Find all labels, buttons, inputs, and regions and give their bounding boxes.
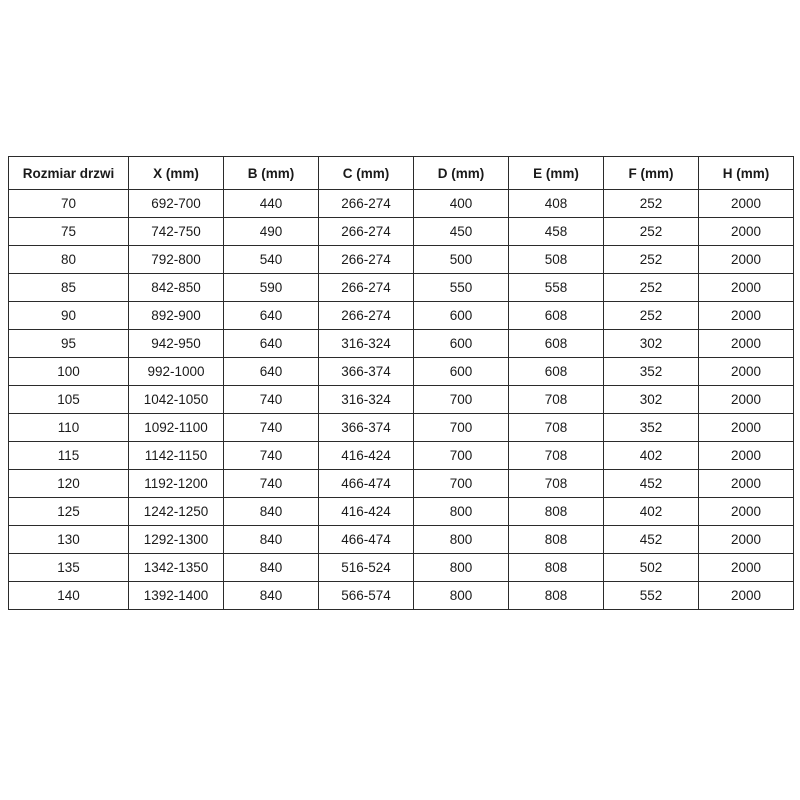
- table-cell: 590: [224, 274, 319, 302]
- table-cell: 105: [9, 386, 129, 414]
- table-cell: 808: [509, 526, 604, 554]
- table-cell: 252: [604, 218, 699, 246]
- table-cell: 2000: [699, 246, 794, 274]
- table-cell: 2000: [699, 498, 794, 526]
- table-cell: 452: [604, 526, 699, 554]
- table-cell: 302: [604, 386, 699, 414]
- table-cell: 2000: [699, 414, 794, 442]
- table-cell: 466-474: [319, 470, 414, 498]
- size-table: [8, 156, 794, 610]
- table-cell: 416-424: [319, 498, 414, 526]
- table-cell: 540: [224, 246, 319, 274]
- table-cell: 2000: [699, 302, 794, 330]
- table-row-95: [9, 330, 794, 358]
- table-cell: 120: [9, 470, 129, 498]
- table-cell: 708: [509, 386, 604, 414]
- table-cell: 708: [509, 414, 604, 442]
- table-cell: 2000: [699, 442, 794, 470]
- table-cell: 708: [509, 470, 604, 498]
- table-cell: 2000: [699, 330, 794, 358]
- table-cell: 1142-1150: [129, 442, 224, 470]
- table-cell: 608: [509, 358, 604, 386]
- column-header-rozmiar: Rozmiar drzwi: [9, 157, 129, 190]
- table-cell: 2000: [699, 274, 794, 302]
- table-cell: 800: [414, 498, 509, 526]
- table-cell: 80: [9, 246, 129, 274]
- table-cell: 366-374: [319, 414, 414, 442]
- table-cell: 130: [9, 526, 129, 554]
- table-cell: 502: [604, 554, 699, 582]
- table-cell: 992-1000: [129, 358, 224, 386]
- table-cell: 458: [509, 218, 604, 246]
- table-cell: 742-750: [129, 218, 224, 246]
- table-cell: 808: [509, 498, 604, 526]
- table-cell: 1192-1200: [129, 470, 224, 498]
- column-header-d: D (mm): [414, 157, 509, 190]
- table-cell: 800: [414, 554, 509, 582]
- table-cell: 740: [224, 414, 319, 442]
- table-cell: 600: [414, 330, 509, 358]
- table-cell: 490: [224, 218, 319, 246]
- table-cell: 252: [604, 246, 699, 274]
- table-cell: 402: [604, 442, 699, 470]
- table-cell: 1242-1250: [129, 498, 224, 526]
- table-cell: 140: [9, 582, 129, 610]
- table-cell: 700: [414, 442, 509, 470]
- table-cell: 600: [414, 358, 509, 386]
- table-cell: 95: [9, 330, 129, 358]
- table-cell: 942-950: [129, 330, 224, 358]
- table-cell: 640: [224, 358, 319, 386]
- column-header-b: B (mm): [224, 157, 319, 190]
- table-row-70: [9, 190, 794, 218]
- table-cell: 266-274: [319, 246, 414, 274]
- table-cell: 2000: [699, 582, 794, 610]
- table-cell: 2000: [699, 218, 794, 246]
- table-cell: 508: [509, 246, 604, 274]
- table-cell: 700: [414, 386, 509, 414]
- table-cell: 266-274: [319, 302, 414, 330]
- table-cell: 2000: [699, 386, 794, 414]
- table-row-140: [9, 582, 794, 610]
- table-cell: 892-900: [129, 302, 224, 330]
- table-cell: 550: [414, 274, 509, 302]
- table-cell: 316-324: [319, 330, 414, 358]
- table-cell: 840: [224, 554, 319, 582]
- table-cell: 1392-1400: [129, 582, 224, 610]
- table-cell: 125: [9, 498, 129, 526]
- table-cell: 2000: [699, 190, 794, 218]
- table-cell: 416-424: [319, 442, 414, 470]
- table-cell: 400: [414, 190, 509, 218]
- table-cell: 516-524: [319, 554, 414, 582]
- table-cell: 840: [224, 498, 319, 526]
- table-cell: 352: [604, 414, 699, 442]
- table-cell: 135: [9, 554, 129, 582]
- table-cell: 252: [604, 302, 699, 330]
- table-cell: 366-374: [319, 358, 414, 386]
- table-cell: 1042-1050: [129, 386, 224, 414]
- table-cell: 252: [604, 274, 699, 302]
- table-cell: 840: [224, 526, 319, 554]
- table-cell: 792-800: [129, 246, 224, 274]
- table-cell: 1342-1350: [129, 554, 224, 582]
- table-cell: 842-850: [129, 274, 224, 302]
- size-table-container: [8, 156, 793, 610]
- table-cell: 566-574: [319, 582, 414, 610]
- table-cell: 500: [414, 246, 509, 274]
- table-cell: 252: [604, 190, 699, 218]
- table-cell: 840: [224, 582, 319, 610]
- table-row-75: [9, 218, 794, 246]
- table-cell: 800: [414, 582, 509, 610]
- table-row-90: [9, 302, 794, 330]
- table-row-130: [9, 526, 794, 554]
- table-cell: 740: [224, 386, 319, 414]
- table-cell: 100: [9, 358, 129, 386]
- table-cell: 700: [414, 470, 509, 498]
- table-row-135: [9, 554, 794, 582]
- table-cell: 466-474: [319, 526, 414, 554]
- table-cell: 608: [509, 302, 604, 330]
- table-cell: 115: [9, 442, 129, 470]
- table-cell: 808: [509, 582, 604, 610]
- column-header-x: X (mm): [129, 157, 224, 190]
- table-row-80: [9, 246, 794, 274]
- table-cell: 110: [9, 414, 129, 442]
- column-header-c: C (mm): [319, 157, 414, 190]
- table-cell: 608: [509, 330, 604, 358]
- table-cell: 266-274: [319, 190, 414, 218]
- table-row-85: [9, 274, 794, 302]
- table-cell: 450: [414, 218, 509, 246]
- table-row-110: [9, 414, 794, 442]
- table-cell: 740: [224, 470, 319, 498]
- table-cell: 700: [414, 414, 509, 442]
- table-header: [9, 157, 794, 190]
- table-cell: 402: [604, 498, 699, 526]
- table-cell: 266-274: [319, 218, 414, 246]
- table-row-125: [9, 498, 794, 526]
- table-cell: 2000: [699, 470, 794, 498]
- table-cell: 2000: [699, 526, 794, 554]
- table-cell: 452: [604, 470, 699, 498]
- table-row-115: [9, 442, 794, 470]
- table-cell: 692-700: [129, 190, 224, 218]
- table-cell: 2000: [699, 554, 794, 582]
- table-cell: 302: [604, 330, 699, 358]
- header-row: [9, 157, 794, 190]
- table-cell: 1292-1300: [129, 526, 224, 554]
- table-cell: 558: [509, 274, 604, 302]
- table-cell: 740: [224, 442, 319, 470]
- table-cell: 90: [9, 302, 129, 330]
- table-cell: 640: [224, 302, 319, 330]
- table-cell: 70: [9, 190, 129, 218]
- table-cell: 708: [509, 442, 604, 470]
- table-cell: 85: [9, 274, 129, 302]
- column-header-e: E (mm): [509, 157, 604, 190]
- table-cell: 640: [224, 330, 319, 358]
- column-header-h: H (mm): [699, 157, 794, 190]
- table-cell: 808: [509, 554, 604, 582]
- table-row-120: [9, 470, 794, 498]
- table-cell: 552: [604, 582, 699, 610]
- table-row-105: [9, 386, 794, 414]
- table-cell: 266-274: [319, 274, 414, 302]
- table-cell: 600: [414, 302, 509, 330]
- table-cell: 316-324: [319, 386, 414, 414]
- table-cell: 1092-1100: [129, 414, 224, 442]
- column-header-f: F (mm): [604, 157, 699, 190]
- table-body: [9, 190, 794, 610]
- table-cell: 352: [604, 358, 699, 386]
- table-row-100: [9, 358, 794, 386]
- table-cell: 800: [414, 526, 509, 554]
- table-cell: 440: [224, 190, 319, 218]
- table-cell: 408: [509, 190, 604, 218]
- table-cell: 2000: [699, 358, 794, 386]
- table-cell: 75: [9, 218, 129, 246]
